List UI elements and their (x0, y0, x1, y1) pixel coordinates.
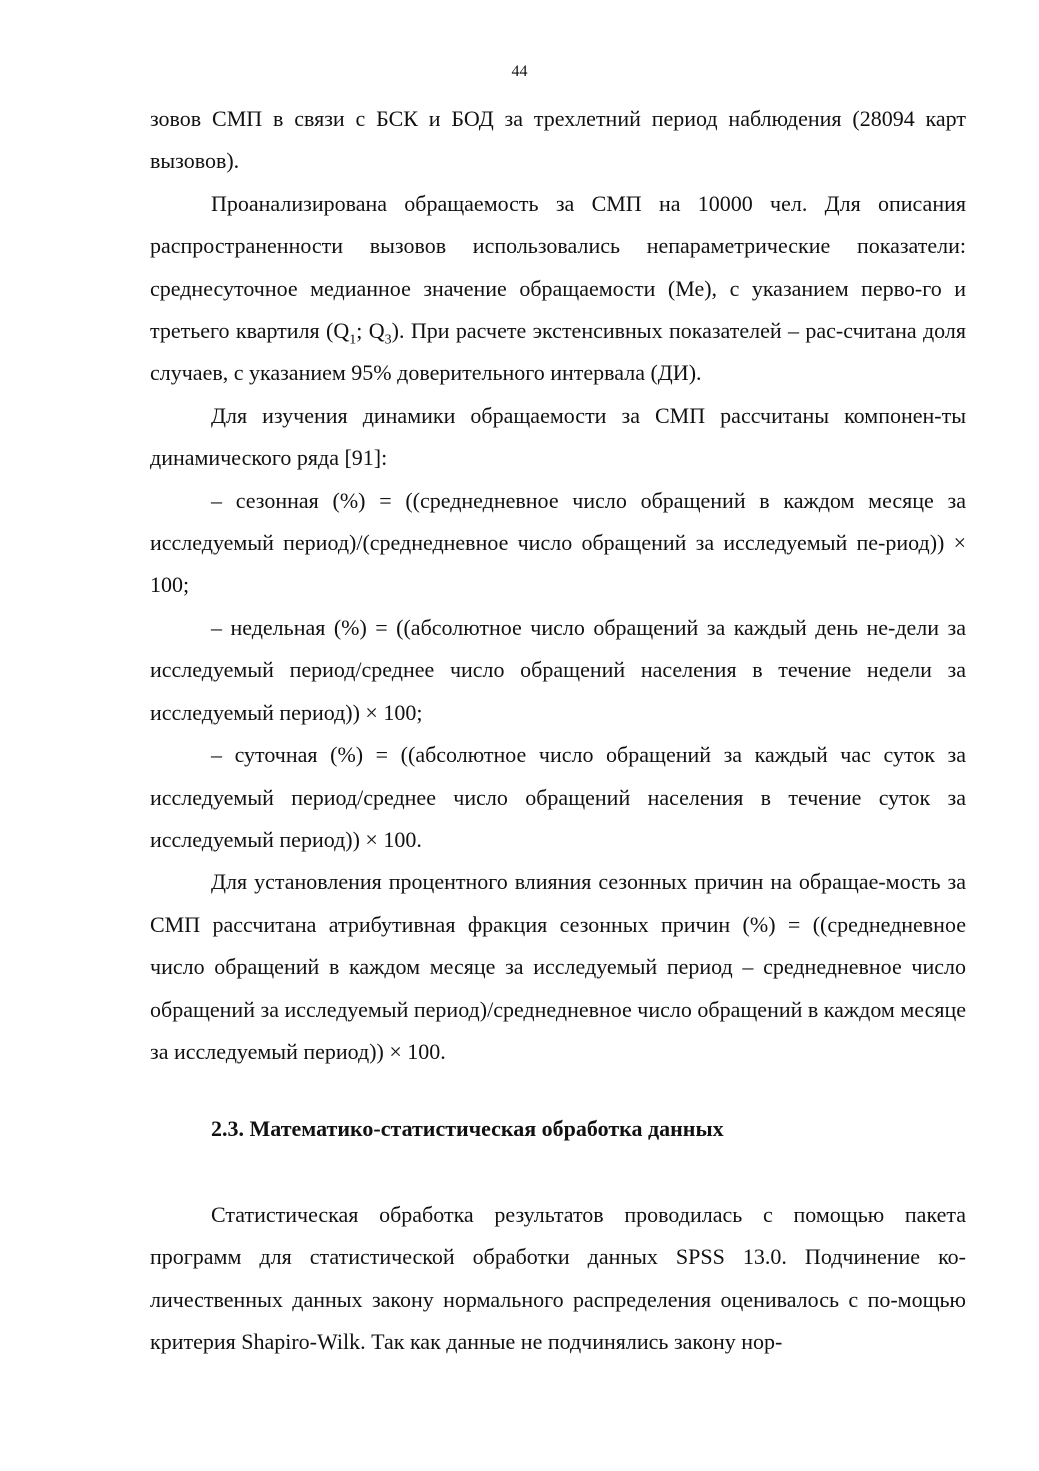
subscript-q1: 1 (349, 332, 357, 348)
paragraph-methods-description (150, 183, 966, 395)
paragraph-statistics: Статистическая обработка результатов проводилась с помощью пакета программ для статистической обработки данных SPSS 13.0. Подчинение ко-личественных данных закону нормального распределения оценивалось с по-мощью критерия Shapiro-Wilk. Так как данные не подчинялись закону нор- (150, 1201, 966, 1354)
subscript-q3: 3 (384, 332, 392, 348)
list-item-daily: – суточная (%) = ((абсолютное число обращений за каждый час суток за исследуемый период/среднее число обращений населения в течение суток за исследуемый период)) × 100. (150, 742, 966, 852)
paragraph-attributive-fraction: Для установления процентного влияния сезонных причин на обращае-мость за СМП рассчитана атрибутивная фракция сезонных причин (%) = ((среднедневное число обращений в каждом месяце за исследуемый период – среднедневное число обращений за исследуемый период)/среднедневное число обращений в каждом месяце за исследуемый период)) × 100. (150, 869, 966, 1064)
section-heading: 2.3. Математико-статистическая обработка данных (211, 1116, 724, 1142)
paragraph-dynamics-intro: Для изучения динамики обращаемости за СМП рассчитаны компонен-ты динамического ряда [91]: (150, 402, 966, 471)
paragraph-text: Проанализирована обращаемость за СМП на 10000 чел. Для описания распространенности вызовов использовались непараметрические показатели: среднесуточное медианное значение обращаемости (Ме), с указанием перво-го и третьего квартиля (Q (150, 190, 966, 344)
paragraph-text: ). При расчете экстенсивных показателей – рас-считана доля случаев, с указанием 95% доверительного интервала (ДИ). (150, 318, 966, 386)
paragraph-continuation: зовов СМП в связи с БСК и БОД за трехлетний период наблюдения (28094 карт вызовов). (150, 106, 966, 174)
page-body (150, 98, 966, 1363)
list-item-seasonal: – сезонная (%) = ((среднедневное число обращений в каждом месяце за исследуемый период)/(среднедневное число обращений за исследуемый пе-риод)) × 100; (150, 487, 966, 598)
page-number: 44 (511, 63, 528, 80)
list-item-weekly: – недельная (%) = ((абсолютное число обращений за каждый день не-дели за исследуемый период/среднее число обращений населения в течение недели за исследуемый период)) × 100; (150, 614, 966, 725)
paragraph-text: ; Q (356, 318, 385, 344)
